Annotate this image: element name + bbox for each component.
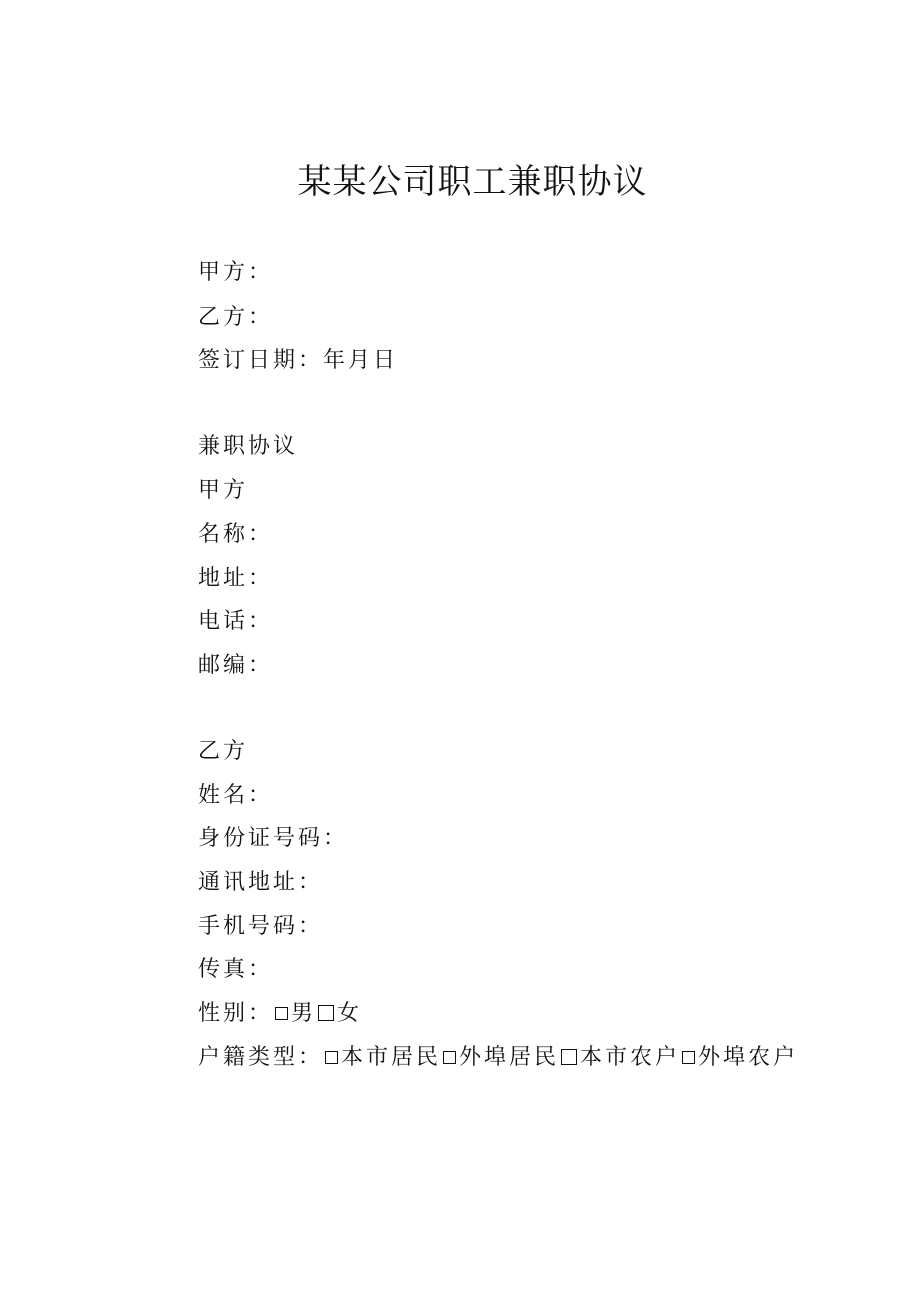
party-a-address-field: 地址： <box>198 566 274 591</box>
household-label: 户籍类型： <box>198 1045 324 1070</box>
agreement-heading: 兼职协议 <box>198 434 299 459</box>
party-a-phone-field: 电话： <box>198 609 274 634</box>
gender-option-female: 女 <box>337 1001 363 1026</box>
household-row <box>198 1043 798 1073</box>
party-a-postcode-field: 邮编： <box>198 653 274 678</box>
gender-row <box>198 999 362 1029</box>
checkbox-local-farmer <box>561 1049 577 1065</box>
household-option-nonlocal-resident: 外埠居民 <box>459 1045 560 1070</box>
party-b-id-field: 身份证号码： <box>198 826 349 851</box>
checkbox-nonlocal-farmer <box>682 1051 695 1064</box>
party-b-fax-field: 传真： <box>198 957 274 982</box>
document-title: 某某公司职工兼职协议 <box>297 162 648 202</box>
sign-date-label: 签订日期：年月日 <box>198 348 399 373</box>
party-b-mobile-field: 手机号码： <box>198 914 324 939</box>
gender-label: 性别： <box>198 1001 274 1026</box>
household-option-local-resident: 本市居民 <box>341 1045 442 1070</box>
gender-option-male: 男 <box>291 1001 317 1026</box>
party-a-heading: 甲方 <box>198 478 249 503</box>
checkbox-female <box>318 1005 334 1021</box>
checkbox-nonlocal-resident <box>443 1051 456 1064</box>
party-a-label: 甲方： <box>198 260 274 285</box>
party-b-label: 乙方： <box>198 305 274 330</box>
household-option-local-farmer: 本市农户 <box>580 1045 681 1070</box>
checkbox-male <box>275 1007 288 1020</box>
party-a-name-field: 名称： <box>198 522 274 547</box>
party-b-name-field: 姓名： <box>198 783 274 808</box>
checkbox-local-resident <box>325 1051 338 1064</box>
party-b-heading: 乙方 <box>198 739 249 764</box>
party-b-mail-address-field: 通讯地址： <box>198 870 324 895</box>
household-option-nonlocal-farmer: 外埠农户 <box>698 1045 799 1070</box>
